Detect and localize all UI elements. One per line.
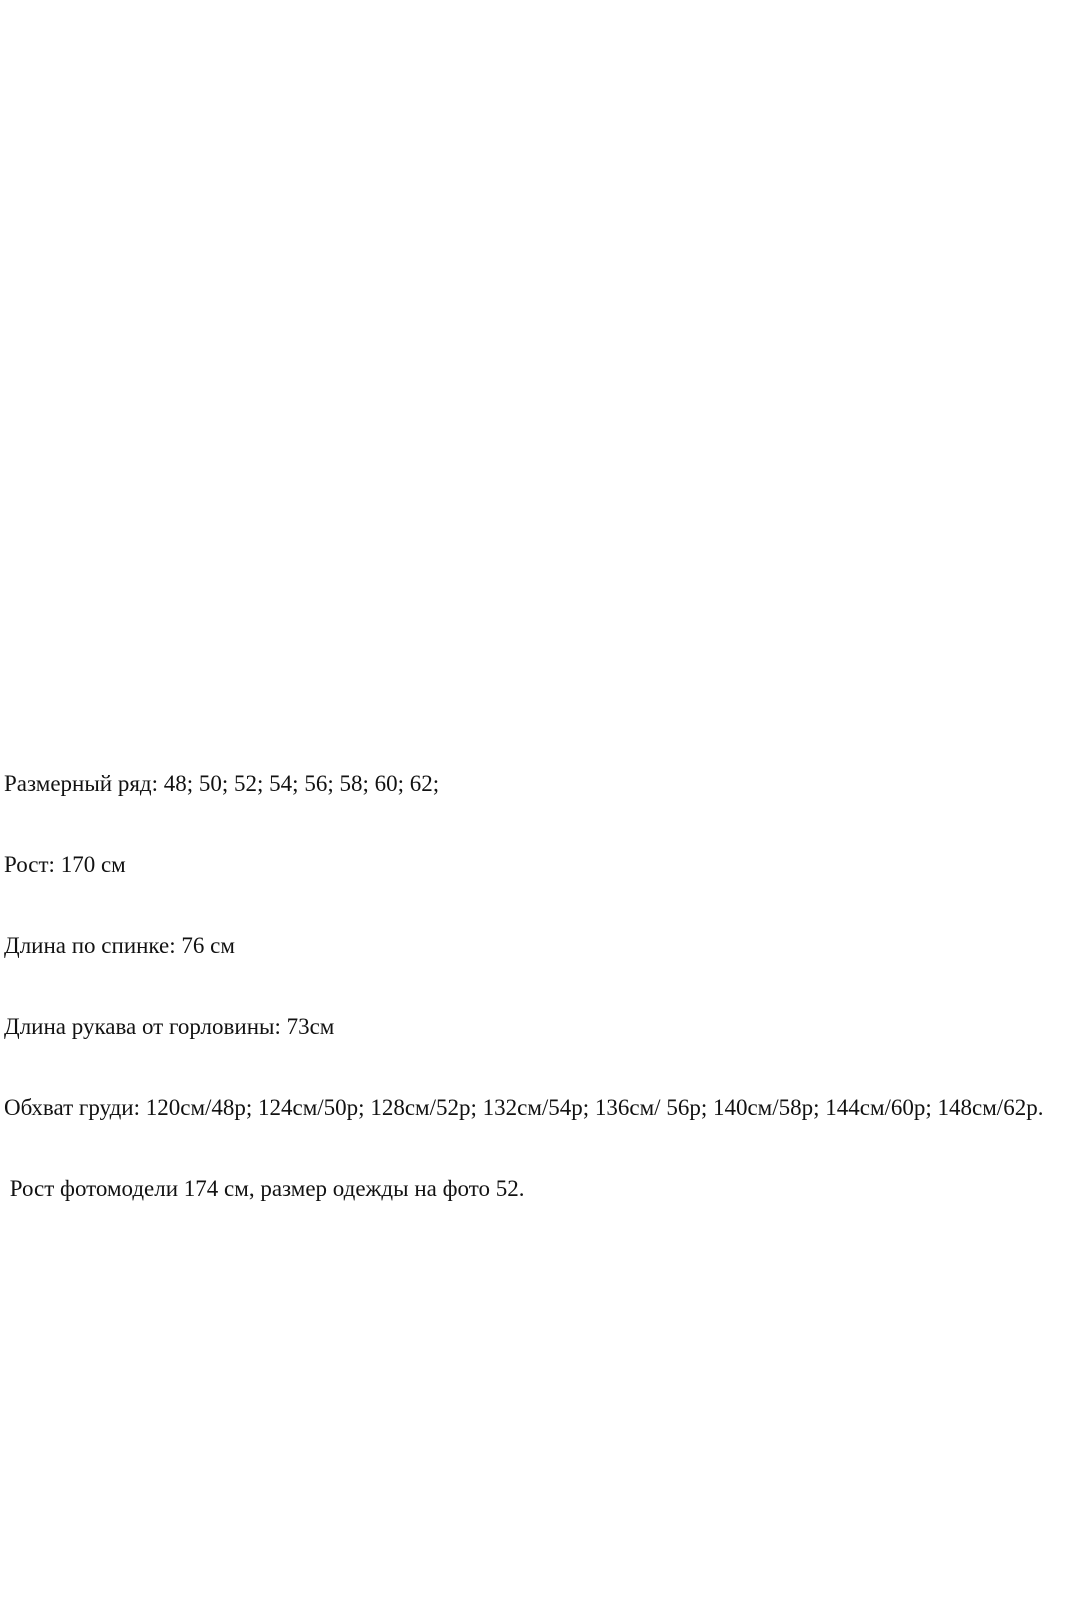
spec-chest-girth: Обхват груди: 120см/48р; 124см/50р; 128см/52р; 132см/54р; 136см/ 56р; 140см/58р; 144см/60р; 148см/62р.	[4, 1095, 1044, 1120]
spec-height: Рост: 170 см	[4, 852, 126, 877]
spec-size-range: Размерный ряд: 48; 50; 52; 54; 56; 58; 60; 62;	[4, 771, 440, 796]
spec-sleeve-length: Длина рукава от горловины: 73см	[4, 1014, 335, 1039]
spec-back-length: Длина по спинке: 76 см	[4, 933, 235, 958]
spec-model-info: Рост фотомодели 174 см, размер одежды на фото 52.	[4, 1176, 525, 1201]
size-specs-block	[4, 716, 1043, 1256]
